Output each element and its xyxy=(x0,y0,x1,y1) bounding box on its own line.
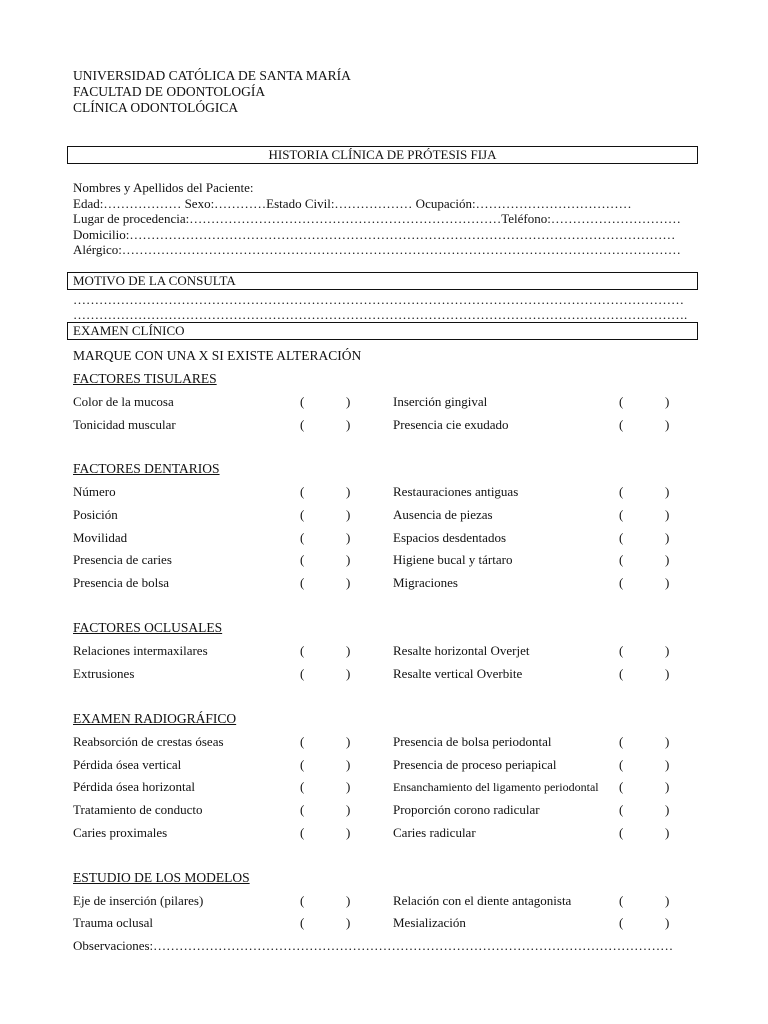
check-close-paren[interactable]: ) xyxy=(346,507,351,522)
check-close-paren[interactable]: ) xyxy=(346,394,351,409)
check-item-label: Tonicidad muscular xyxy=(73,417,176,432)
check-item-label: Relación con el diente antagonista xyxy=(393,893,572,908)
faculty-name: FACULTAD DE ODONTOLOGÍA xyxy=(73,84,266,99)
check-open-paren[interactable]: ( xyxy=(619,893,624,908)
check-open-paren[interactable]: ( xyxy=(300,893,305,908)
check-close-paren[interactable]: ) xyxy=(665,779,670,794)
check-item-label: Número xyxy=(73,484,116,499)
form-title-box xyxy=(67,146,698,164)
check-item-label: Presencia cie exudado xyxy=(393,417,509,432)
examen-instruction: MARQUE CON UNA X SI EXISTE ALTERACIÓN xyxy=(73,348,362,363)
check-open-paren[interactable]: ( xyxy=(300,915,305,930)
check-item-label: Presencia de bolsa xyxy=(73,575,170,590)
check-close-paren[interactable]: ) xyxy=(665,643,670,658)
check-close-paren[interactable]: ) xyxy=(346,666,351,681)
check-item-label: Presencia de caries xyxy=(73,552,172,567)
check-close-paren[interactable]: ) xyxy=(665,507,670,522)
check-open-paren[interactable]: ( xyxy=(300,552,305,567)
patient-alergico-line[interactable]: Alérgico:………………………………………………………………………………………………………………… xyxy=(73,242,681,257)
check-open-paren[interactable]: ( xyxy=(300,757,305,772)
patient-edad-line[interactable]: Edad:……………… Sexo:…………Estado Civil:……………… Ocupación:……………………………… xyxy=(73,196,632,211)
check-item-label: Tratamiento de conducto xyxy=(73,802,203,817)
check-close-paren[interactable]: ) xyxy=(665,575,670,590)
check-close-paren[interactable]: ) xyxy=(346,779,351,794)
check-item-label: Migraciones xyxy=(393,575,458,590)
check-close-paren[interactable]: ) xyxy=(346,825,351,840)
check-item-label: Resalte vertical Overbite xyxy=(393,666,523,681)
check-open-paren[interactable]: ( xyxy=(619,666,624,681)
check-item-label: Trauma oclusal xyxy=(73,915,154,930)
check-close-paren[interactable]: ) xyxy=(665,394,670,409)
check-open-paren[interactable]: ( xyxy=(300,779,305,794)
check-open-paren[interactable]: ( xyxy=(300,666,305,681)
check-open-paren[interactable]: ( xyxy=(619,825,624,840)
check-item-label: Restauraciones antiguas xyxy=(393,484,519,499)
check-item-label: Resalte horizontal Overjet xyxy=(393,643,530,658)
section-title-modelos: ESTUDIO DE LOS MODELOS xyxy=(73,870,250,885)
check-open-paren[interactable]: ( xyxy=(300,530,305,545)
check-item-label: Relaciones intermaxilares xyxy=(73,643,208,658)
check-item-label: Proporción corono radicular xyxy=(393,802,540,817)
check-open-paren[interactable]: ( xyxy=(300,484,305,499)
check-close-paren[interactable]: ) xyxy=(665,757,670,772)
check-close-paren[interactable]: ) xyxy=(346,575,351,590)
check-item-label: Pérdida ósea horizontal xyxy=(73,779,196,794)
check-close-paren[interactable]: ) xyxy=(665,734,670,749)
check-item-label: Extrusiones xyxy=(73,666,135,681)
check-close-paren[interactable]: ) xyxy=(346,893,351,908)
check-close-paren[interactable]: ) xyxy=(346,915,351,930)
check-open-paren[interactable]: ( xyxy=(619,394,624,409)
check-item-label: Presencia de proceso periapical xyxy=(393,757,557,772)
motivo-line-1[interactable]: …………………………………………………………………………………………………………………………… xyxy=(73,292,684,307)
check-open-paren[interactable]: ( xyxy=(300,802,305,817)
motivo-label: MOTIVO DE LA CONSULTA xyxy=(73,273,236,288)
section-title-oclusales: FACTORES OCLUSALES xyxy=(73,620,223,635)
form-title: HISTORIA CLÍNICA DE PRÓTESIS FIJA xyxy=(268,147,497,162)
check-open-paren[interactable]: ( xyxy=(619,552,624,567)
check-close-paren[interactable]: ) xyxy=(346,484,351,499)
clinic-name: CLÍNICA ODONTOLÓGICA xyxy=(73,100,239,115)
check-open-paren[interactable]: ( xyxy=(619,417,624,432)
check-item-label: Presencia de bolsa periodontal xyxy=(393,734,552,749)
check-close-paren[interactable]: ) xyxy=(665,915,670,930)
check-item-label: Posición xyxy=(73,507,118,522)
check-open-paren[interactable]: ( xyxy=(619,507,624,522)
check-close-paren[interactable]: ) xyxy=(665,417,670,432)
patient-name-label: Nombres y Apellidos del Paciente: xyxy=(73,180,254,195)
check-item-label: Mesialización xyxy=(393,915,466,930)
examen-label: EXAMEN CLÍNICO xyxy=(73,323,185,338)
check-open-paren[interactable]: ( xyxy=(300,575,305,590)
check-item-label: Inserción gingival xyxy=(393,394,488,409)
check-open-paren[interactable]: ( xyxy=(300,417,305,432)
check-open-paren[interactable]: ( xyxy=(619,915,624,930)
section-title-radiografico: EXAMEN RADIOGRÁFICO xyxy=(73,711,237,726)
check-open-paren[interactable]: ( xyxy=(619,757,624,772)
check-close-paren[interactable]: ) xyxy=(665,666,670,681)
check-item-label: Eje de inserción (pilares) xyxy=(73,893,204,908)
check-close-paren[interactable]: ) xyxy=(665,484,670,499)
check-close-paren[interactable]: ) xyxy=(665,802,670,817)
check-item-label: Ensanchamiento del ligamento periodontal xyxy=(393,780,599,794)
check-open-paren[interactable]: ( xyxy=(619,484,624,499)
check-item-label: Higiene bucal y tártaro xyxy=(393,552,513,567)
motivo-box xyxy=(67,272,698,290)
motivo-line-2[interactable]: ……………………………………………………………………………………………………………………………. xyxy=(73,307,688,322)
check-close-paren[interactable]: ) xyxy=(665,552,670,567)
examen-box xyxy=(67,322,698,340)
check-open-paren[interactable]: ( xyxy=(619,802,624,817)
patient-domicilio-line[interactable]: Domicilio:……………………………………………………………………………………………………………… xyxy=(73,227,676,242)
check-close-paren[interactable]: ) xyxy=(665,530,670,545)
university-name: UNIVERSIDAD CATÓLICA DE SANTA MARÍA xyxy=(73,68,351,83)
check-open-paren[interactable]: ( xyxy=(619,734,624,749)
check-close-paren[interactable]: ) xyxy=(665,893,670,908)
check-close-paren[interactable]: ) xyxy=(346,417,351,432)
check-open-paren[interactable]: ( xyxy=(300,643,305,658)
check-close-paren[interactable]: ) xyxy=(346,552,351,567)
check-item-label: Caries proximales xyxy=(73,825,168,840)
check-open-paren[interactable]: ( xyxy=(619,643,624,658)
check-close-paren[interactable]: ) xyxy=(346,643,351,658)
section-title-dentarios: FACTORES DENTARIOS xyxy=(73,461,220,476)
check-close-paren[interactable]: ) xyxy=(346,802,351,817)
check-item-label: Pérdida ósea vertical xyxy=(73,757,182,772)
check-item-label: Reabsorción de crestas óseas xyxy=(73,734,224,749)
check-close-paren[interactable]: ) xyxy=(346,530,351,545)
check-item-label: Caries radicular xyxy=(393,825,476,840)
check-item-label: Ausencia de piezas xyxy=(393,507,493,522)
observaciones-line[interactable]: Observaciones:………………………………………………………………………………………………………… xyxy=(73,938,674,953)
check-close-paren[interactable]: ) xyxy=(346,757,351,772)
check-open-paren[interactable]: ( xyxy=(300,394,305,409)
section-title-tisulares: FACTORES TISULARES xyxy=(73,371,217,386)
check-open-paren[interactable]: ( xyxy=(619,779,624,794)
check-open-paren[interactable]: ( xyxy=(300,825,305,840)
check-close-paren[interactable]: ) xyxy=(346,734,351,749)
check-open-paren[interactable]: ( xyxy=(300,507,305,522)
check-close-paren[interactable]: ) xyxy=(665,825,670,840)
check-item-label: Movilidad xyxy=(73,530,128,545)
check-open-paren[interactable]: ( xyxy=(619,530,624,545)
check-open-paren[interactable]: ( xyxy=(619,575,624,590)
check-open-paren[interactable]: ( xyxy=(300,734,305,749)
patient-lugar-line[interactable]: Lugar de procedencia:………………………………………………………………Teléfono:………………………… xyxy=(73,211,681,226)
check-item-label: Color de la mucosa xyxy=(73,394,174,409)
check-item-label: Espacios desdentados xyxy=(393,530,507,545)
